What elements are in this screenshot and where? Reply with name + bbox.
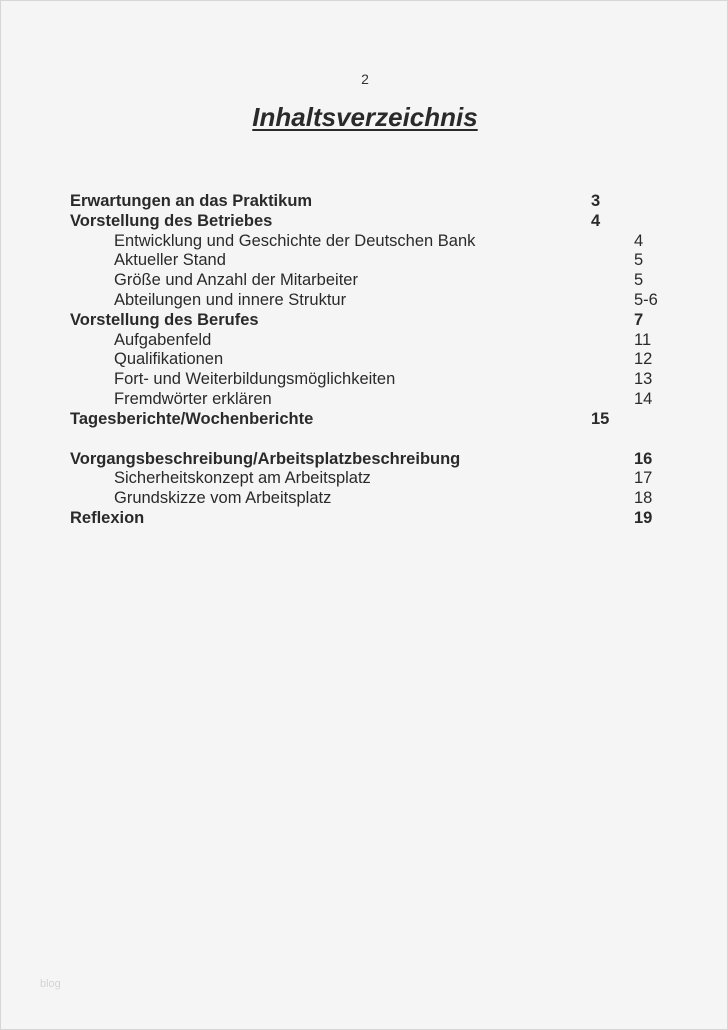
toc-entry-label: Abteilungen und innere Struktur	[114, 290, 347, 309]
toc-entry-page: 19	[634, 508, 653, 527]
toc-entry-page: 4	[634, 231, 644, 250]
toc-entry-label: Vorstellung des Betriebes	[70, 211, 273, 230]
toc-entry-page: 14	[634, 389, 653, 408]
toc-subentry	[1, 469, 728, 489]
toc-subentry	[1, 251, 728, 271]
toc-entry-label: Aktueller Stand	[114, 251, 226, 270]
toc-entry-label: Entwicklung und Geschichte der Deutschen Bank	[114, 231, 476, 250]
toc-entry-page: 18	[634, 489, 653, 508]
toc-entry-label: Fort- und Weiterbildungsmöglichkeiten	[114, 370, 396, 389]
toc-subentry	[1, 370, 728, 390]
toc-entry-page: 16	[634, 449, 653, 468]
toc-entry-label: Erwartungen an das Praktikum	[70, 192, 313, 210]
toc-entry	[1, 410, 728, 430]
page-title: Inhaltsverzeichnis	[252, 102, 478, 132]
toc-entry-page: 15	[591, 409, 610, 428]
toc-entry-label: Vorgangsbeschreibung/Arbeitsplatzbeschreibung	[70, 449, 461, 468]
toc-entry-label: Aufgabenfeld	[114, 330, 212, 349]
toc-entry-page: 5-6	[634, 290, 658, 309]
toc-entry-label: Reflexion	[70, 508, 145, 527]
toc-entry-page: 17	[634, 469, 653, 488]
toc-entry-page: 5	[634, 271, 644, 290]
table-of-contents	[1, 192, 728, 529]
toc-entry	[1, 450, 728, 470]
toc-entry-label: Größe und Anzahl der Mitarbeiter	[114, 271, 358, 290]
toc-entry-label: Vorstellung des Berufes	[70, 310, 259, 329]
toc-spacer	[1, 430, 728, 450]
toc-subentry	[1, 271, 728, 291]
toc-entry	[1, 509, 728, 529]
toc-entry	[1, 311, 728, 331]
toc-subentry	[1, 291, 728, 311]
toc-entry-label: Qualifikationen	[114, 350, 224, 369]
toc-entry	[1, 212, 728, 232]
toc-entry-page: 7	[634, 310, 644, 329]
toc-entry-page: 11	[634, 330, 652, 349]
toc-subentry	[1, 390, 728, 410]
toc-entry-page: 4	[591, 211, 601, 230]
watermark: blog	[40, 978, 61, 990]
toc-entry	[1, 192, 728, 212]
toc-subentry	[1, 232, 728, 252]
toc-subentry	[1, 331, 728, 351]
toc-entry-label: Grundskizze vom Arbeitsplatz	[114, 489, 332, 508]
toc-entry-page: 3	[591, 192, 601, 210]
toc-entry-label: Fremdwörter erklären	[114, 389, 272, 408]
toc-entry-label: Sicherheitskonzept am Arbeitsplatz	[114, 469, 371, 488]
toc-entry-page: 12	[634, 350, 653, 369]
toc-subentry	[1, 489, 728, 509]
toc-entry-label: Tagesberichte/Wochenberichte	[70, 409, 314, 428]
toc-entry-page: 13	[634, 370, 653, 389]
toc-entry-page: 5	[634, 251, 644, 270]
toc-subentry	[1, 350, 728, 370]
page-number: 2	[361, 71, 369, 87]
